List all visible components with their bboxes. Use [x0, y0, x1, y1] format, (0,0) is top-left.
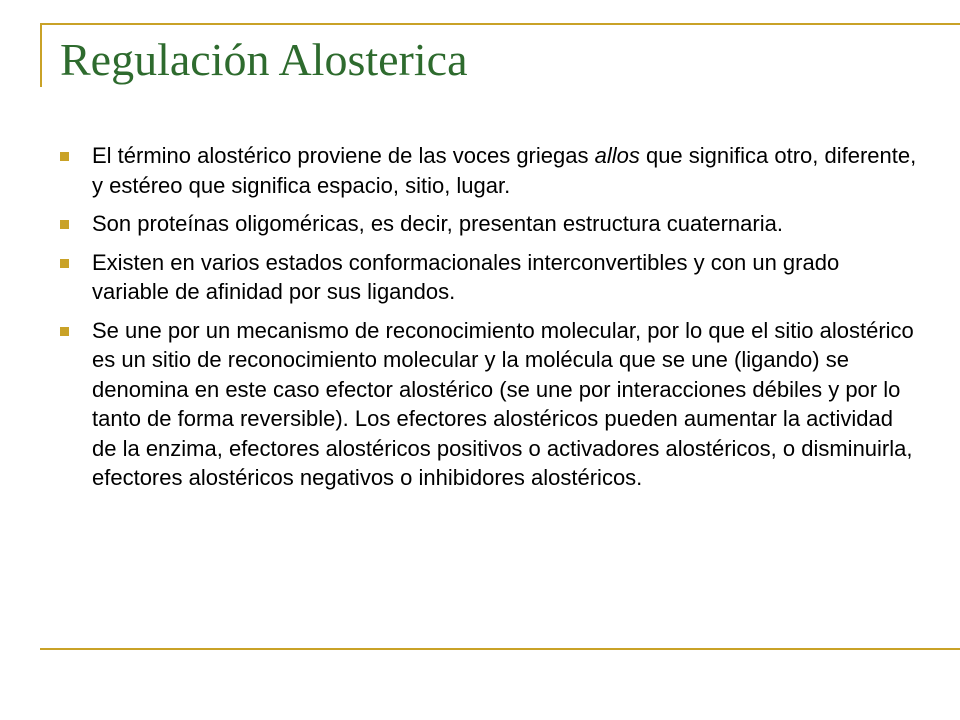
slide-title: Regulación Alosterica [60, 34, 468, 85]
bottom-rule [40, 648, 960, 650]
square-bullet-icon [60, 259, 69, 268]
square-bullet-icon [60, 220, 69, 229]
bullet-item [60, 316, 920, 493]
bullet-item [60, 141, 920, 200]
bullet-text-emphasis: allos [594, 143, 640, 168]
square-bullet-icon [60, 152, 69, 161]
left-rule [40, 23, 42, 87]
bullet-text: Se une por un mecanismo de reconocimiento molecular, por lo que el sitio alostérico es un sitio de reconocimiento molecular y la molécula que se une (ligando) se denomina en este caso efector alostérico (se une por interacciones débiles y por lo tanto de forma reversible). Los efectores alostéricos pueden aumentar la actividad de la enzima, efectores alostéricos positivos o activadores alostéricos, o disminuirla, efectores alostéricos negativos o inhibidores alostéricos. [92, 317, 914, 490]
bullet-list [60, 141, 920, 502]
bullet-text [92, 141, 920, 200]
bullet-text: Son proteínas oligoméricas, es decir, presentan estructura cuaternaria. [92, 211, 783, 236]
bullet-item [60, 248, 920, 307]
bullet-item [60, 209, 920, 239]
bullet-text-part: El término alostérico proviene de las voces griegas [92, 143, 595, 168]
bullet-text-part: que significa otro, diferente, y estéreo que significa espacio, sitio, lugar. [92, 143, 917, 198]
bullet-text: Existen en varios estados conformacionales interconvertibles y con un grado variable de afinidad por sus ligandos. [92, 249, 840, 304]
square-bullet-icon [60, 327, 69, 336]
top-rule [40, 23, 960, 25]
